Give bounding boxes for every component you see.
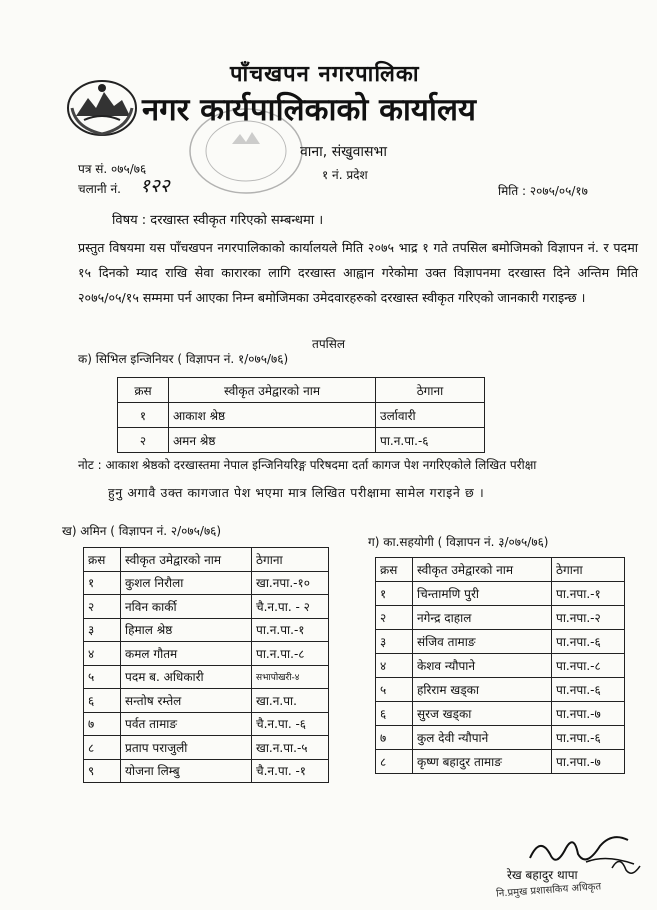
note-line-2: हुनु अगावै उक्त कागजात पेश भएमा मात्र लिखित परीक्षामा सामेल गराइने छ । — [108, 485, 485, 500]
table-row — [84, 689, 329, 713]
candidate-address: चै.न.पा. -१ — [252, 759, 329, 783]
chalani-number: १२२ — [140, 175, 170, 197]
candidate-name: हिमाल श्रेष्ठ — [121, 618, 252, 642]
row-number: ४ — [376, 654, 413, 678]
table-row — [84, 759, 329, 783]
row-number: ८ — [376, 750, 413, 774]
signer-title: नि.प्रमुख प्रशासकिय अधिकृत — [495, 881, 602, 900]
row-number: ८ — [84, 736, 121, 760]
table-header-row — [376, 558, 625, 582]
candidate-address: पा.नपा.-१ — [552, 582, 625, 606]
row-number: ७ — [84, 712, 121, 736]
candidate-name: नविन कार्की — [121, 595, 252, 619]
table-row — [84, 571, 329, 595]
row-number: १ — [376, 582, 413, 606]
table-row — [84, 665, 329, 689]
row-number: २ — [84, 595, 121, 619]
section-c-title: ग) का.सहयोगी ( विज्ञापन नं. ३/०७५/७६) — [368, 535, 549, 549]
table-row — [376, 654, 625, 678]
province-label: १ नं. प्रदेश — [322, 168, 368, 182]
candidate-address: पा.न.पा.-८ — [252, 642, 329, 666]
office-title: नगर कार्यपालिकाको कार्यालय — [142, 92, 476, 128]
column-header: ठेगाना — [376, 378, 485, 403]
table-row — [84, 595, 329, 619]
candidate-name: कृष्ण बहादुर तामाङ — [413, 750, 552, 774]
candidate-name: कमल गौतम — [121, 642, 252, 666]
letter-date: मिति : २०७५/०५/१७ — [498, 184, 588, 198]
row-number: ६ — [376, 702, 413, 726]
office-helper-table — [375, 557, 625, 774]
candidate-address: पा.नपा.-६ — [552, 726, 625, 750]
table-row — [118, 428, 485, 453]
section-b-title: ख) अमिन ( विज्ञापन नं. २/०७५/७६) — [62, 524, 222, 538]
column-header: स्वीकृत उमेद्वारको नाम — [169, 378, 376, 403]
nepal-emblem-icon — [66, 78, 138, 138]
table-row — [376, 630, 625, 654]
candidate-address: पा.नपा.-७ — [552, 702, 625, 726]
candidate-address: पा.न.पा.-१ — [252, 618, 329, 642]
candidate-name: आकाश श्रेष्ठ — [169, 403, 376, 428]
candidate-address: सभापोखरी-४ — [252, 665, 329, 689]
table-row — [118, 403, 485, 428]
civil-engineer-table — [117, 377, 485, 453]
table-row — [84, 712, 329, 736]
row-number: ७ — [376, 726, 413, 750]
row-number: २ — [376, 606, 413, 630]
candidate-address: पा.नपा.-७ — [552, 750, 625, 774]
candidate-name: सन्तोष रम्तेल — [121, 689, 252, 713]
column-header: क्रस — [84, 548, 121, 572]
row-number: १ — [118, 403, 169, 428]
table-row — [84, 642, 329, 666]
row-number: ९ — [84, 759, 121, 783]
office-address: वाना, संखुवासभा — [300, 144, 387, 160]
candidate-name: नगेन्द्र दाहाल — [413, 606, 552, 630]
table-row — [376, 582, 625, 606]
candidate-name: पदम ब. अधिकारी — [121, 665, 252, 689]
row-number: ४ — [84, 642, 121, 666]
row-number: २ — [118, 428, 169, 453]
row-number: ५ — [376, 678, 413, 702]
letter-subject: विषय : दरखास्त स्वीकृत गरिएको सम्बन्धमा । — [112, 213, 324, 228]
row-number: १ — [84, 571, 121, 595]
column-header: ठेगाना — [552, 558, 625, 582]
candidate-name: केशव न्यौपाने — [413, 654, 552, 678]
table-row — [376, 678, 625, 702]
municipality-name: पाँचखपन नगरपालिका — [230, 62, 420, 87]
candidate-address: खा.नपा.-१० — [252, 571, 329, 595]
table-row — [376, 726, 625, 750]
row-number: ३ — [84, 618, 121, 642]
candidate-address: खा.न.पा.-५ — [252, 736, 329, 760]
candidate-name: कुशल निरौला — [121, 571, 252, 595]
table-row — [84, 736, 329, 760]
candidate-name: कुल देवी न्यौपाने — [413, 726, 552, 750]
candidate-name: प्रताप पराजुली — [121, 736, 252, 760]
candidate-name: पर्वत तामाङ — [121, 712, 252, 736]
table-header-row — [118, 378, 485, 403]
signer-name: रेख बहादुर थापा — [507, 868, 578, 882]
section-a-title: क) सिभिल इन्जिनियर ( विज्ञापन नं. १/०७५/७६) — [78, 352, 289, 366]
candidate-address: पा.नपा.-८ — [552, 654, 625, 678]
column-header: स्वीकृत उमेद्वारको नाम — [413, 558, 552, 582]
candidate-address: पा.नपा.-६ — [552, 678, 625, 702]
candidate-name: अमन श्रेष्ठ — [169, 428, 376, 453]
row-number: ३ — [376, 630, 413, 654]
column-header: क्रस — [118, 378, 169, 403]
candidate-address: खा.न.पा. — [252, 689, 329, 713]
letter-body: प्रस्तुत विषयमा यस पाँचखपन नगरपालिकाको कार्यालयले मिति २०७५ भाद्र १ गते तपसिल बमोजिमको विज्ञापन नं. र पदमा १५ दिनको म्याद राखि सेवा कारारका लागि दरखास्त आह्वान गरेकोमा उक्त विज्ञापनमा दरखास्त दिने अन्तिम मिति २०७५/०५/१५ सम्ममा पर्न आएका निम्न बमोजिमका उमेदवारहरुको दरखास्त स्वीकृत गरिएको जानकारी गराइन्छ । — [78, 240, 638, 305]
column-header: ठेगाना — [252, 548, 329, 572]
candidate-address: पा.नपा.-६ — [552, 630, 625, 654]
candidate-name: चिन्तामणि पुरी — [413, 582, 552, 606]
row-number: ६ — [84, 689, 121, 713]
schedule-heading: तपसिल — [312, 337, 346, 351]
amin-table — [83, 547, 329, 783]
note-line-1: नोट : आकाश श्रेष्ठको दरखास्तमा नेपाल इन्जिनियरिङ्ग परिषदमा दर्ता कागज पेश नगरिएकोले लिखित परीक्षा — [78, 458, 537, 472]
row-number: ५ — [84, 665, 121, 689]
column-header: क्रस — [376, 558, 413, 582]
candidate-address: चै.न.पा. - २ — [252, 595, 329, 619]
candidate-address: चै.न.पा. -६ — [252, 712, 329, 736]
reference-number: पत्र सं. ०७५/७६ — [78, 162, 147, 176]
table-row — [84, 618, 329, 642]
candidate-address: पा.नपा.-२ — [552, 606, 625, 630]
candidate-address: उर्लावारी — [376, 403, 485, 428]
candidate-name: संजिव तामाङ — [413, 630, 552, 654]
candidate-name: सुरज खड्का — [413, 702, 552, 726]
column-header: स्वीकृत उमेद्वारको नाम — [121, 548, 252, 572]
candidate-address: पा.न.पा.-६ — [376, 428, 485, 453]
chalani-label: चलानी नं. — [78, 182, 121, 196]
table-row — [376, 702, 625, 726]
table-row — [376, 606, 625, 630]
table-row — [376, 750, 625, 774]
candidate-name: योजना लिम्बु — [121, 759, 252, 783]
candidate-name: हरिराम खड्का — [413, 678, 552, 702]
table-header-row — [84, 548, 329, 572]
